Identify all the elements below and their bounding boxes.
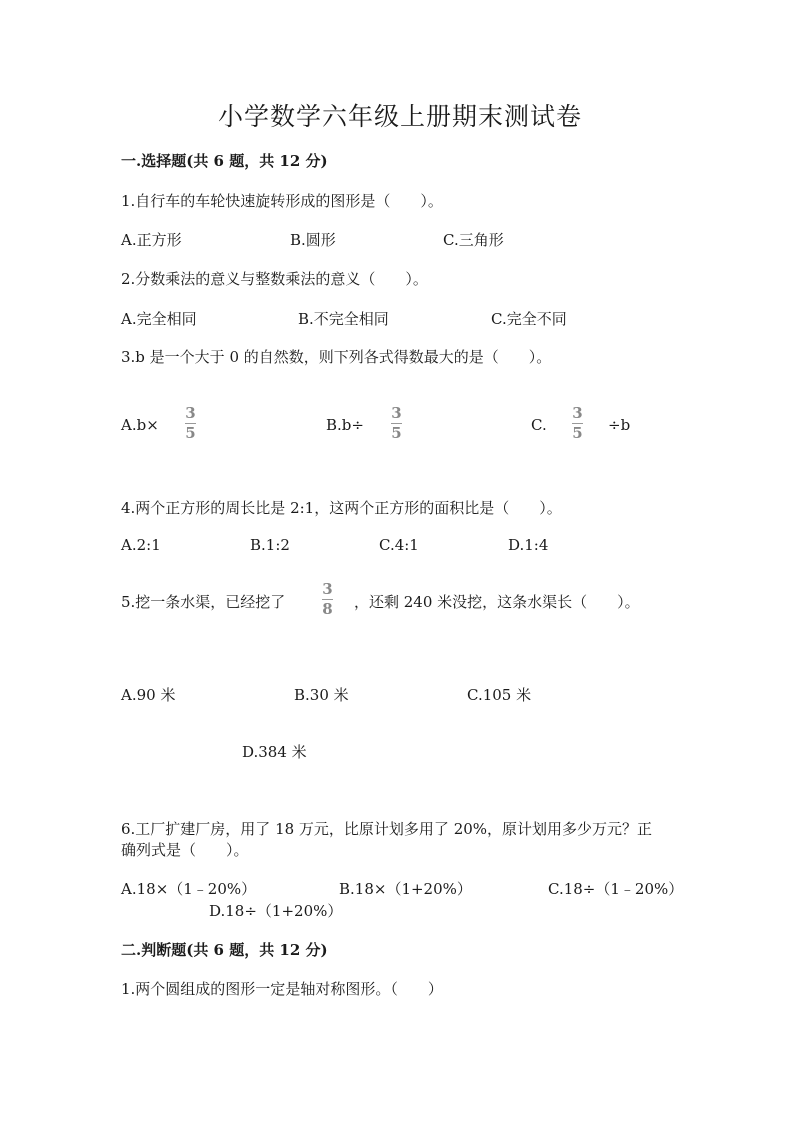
question-6-line2: 确列式是（ ）。 (121, 841, 249, 859)
q3-fraction-c (572, 405, 583, 442)
q6-option-d: D.18÷（1+20%） (209, 902, 343, 920)
question-3: 3.b 是一个大于 0 的自然数，则下列各式得数最大的是（ ）。 (121, 348, 552, 366)
q4-option-d: D.1:4 (508, 536, 549, 554)
fraction-numerator: 3 (185, 404, 196, 422)
section-heading-choice: 一.选择题(共 6 题，共 12 分) (121, 152, 328, 170)
q3-option-b: B.b÷ (326, 416, 364, 434)
q4-option-a: A.2:1 (121, 536, 161, 554)
q1-option-c: C.三角形 (443, 231, 504, 249)
fraction-denominator: 5 (391, 424, 402, 442)
question-6-line1: 6.工厂扩建厂房，用了 18 万元，比原计划多用了 20%，原计划用多少万元？正 (121, 820, 653, 838)
fraction-denominator: 8 (322, 600, 333, 618)
q5-option-c: C.105 米 (467, 686, 532, 704)
q4-option-b: B.1:2 (250, 536, 290, 554)
q3-option-c: C. (531, 416, 547, 434)
fraction-numerator: 3 (391, 404, 402, 422)
q5-option-a: A.90 米 (121, 686, 176, 704)
fraction-numerator: 3 (572, 404, 583, 422)
q3-option-c-suffix: ÷b (608, 416, 631, 434)
fraction-denominator: 5 (572, 424, 583, 442)
question-2: 2.分数乘法的意义与整数乘法的意义（ ）。 (121, 270, 428, 288)
q6-option-c: C.18÷（1﹣20%） (548, 880, 684, 898)
q3-fraction-b (391, 405, 402, 442)
section-heading-judgement: 二.判断题(共 6 题，共 12 分) (121, 941, 328, 959)
q2-option-c: C.完全不同 (491, 310, 567, 328)
q4-option-c: C.4:1 (379, 536, 419, 554)
page-title: 小学数学六年级上册期末测试卷 (217, 102, 582, 131)
question-5-after: ，还剩 240 米没挖，这条水渠长（ ）。 (354, 593, 640, 611)
question-5-before: 5.挖一条水渠，已经挖了 (121, 593, 286, 611)
q2-option-a: A.完全相同 (121, 310, 197, 328)
q2-option-b: B.不完全相同 (298, 310, 389, 328)
q6-option-b: B.18×（1+20%） (339, 880, 472, 898)
q6-option-a: A.18×（1﹣20%） (121, 880, 257, 898)
q5-option-d: D.384 米 (242, 743, 307, 761)
q5-fraction (322, 581, 333, 618)
judgement-question-1: 1.两个圆组成的图形一定是轴对称图形。（ ） (121, 980, 443, 998)
question-4: 4.两个正方形的周长比是 2:1，这两个正方形的面积比是（ ）。 (121, 499, 562, 517)
q5-option-b: B.30 米 (294, 686, 349, 704)
question-1: 1.自行车的车轮快速旋转形成的图形是（ ）。 (121, 192, 443, 210)
q3-option-a: A.b× (121, 416, 159, 434)
q1-option-a: A.正方形 (121, 231, 182, 249)
q1-option-b: B.圆形 (290, 231, 336, 249)
fraction-denominator: 5 (185, 424, 196, 442)
q3-fraction-a (185, 405, 196, 442)
fraction-numerator: 3 (322, 580, 333, 598)
